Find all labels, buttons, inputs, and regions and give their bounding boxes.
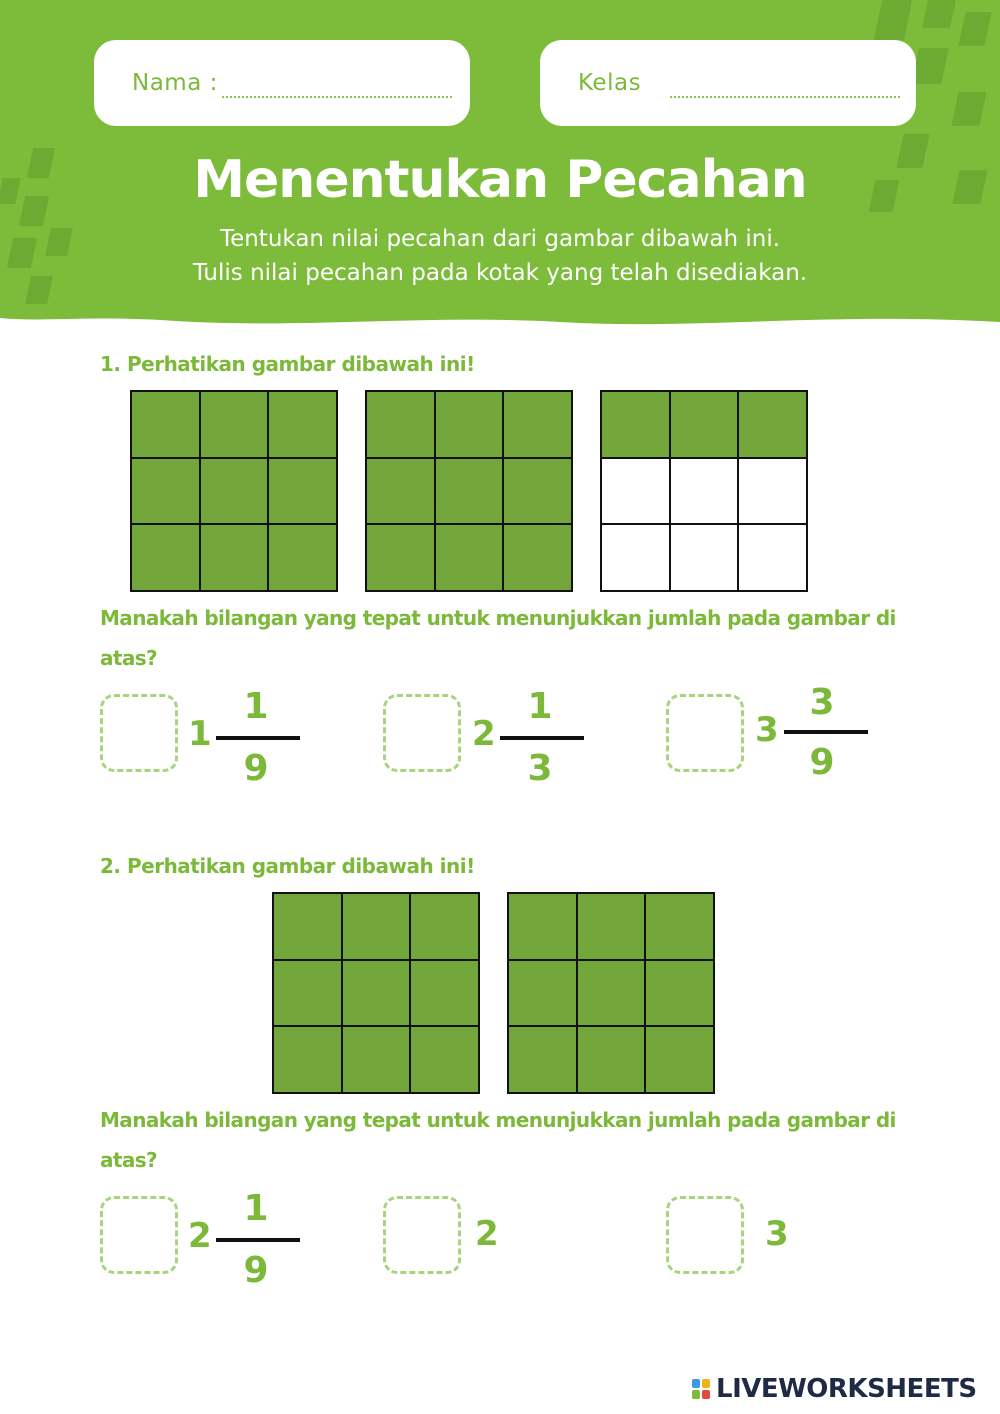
empty-cell bbox=[671, 525, 738, 590]
shaded-cell bbox=[646, 894, 713, 959]
numerator: 3 bbox=[809, 682, 835, 723]
shaded-cell bbox=[509, 961, 576, 1026]
question-1-heading: 1. Perhatikan gambar dibawah ini! bbox=[100, 352, 475, 376]
question-1-prompt: Manakah bilangan yang tepat untuk menunjukkan jumlah pada gambar di atas? bbox=[100, 606, 896, 670]
option-checkbox[interactable] bbox=[383, 1196, 461, 1274]
numerator: 1 bbox=[243, 686, 269, 727]
option-checkbox[interactable] bbox=[383, 694, 461, 772]
numerator: 1 bbox=[243, 1188, 269, 1229]
shaded-cell bbox=[646, 1027, 713, 1092]
subtitle-line-1: Tentukan nilai pecahan dari gambar dibawah ini. bbox=[219, 226, 781, 252]
question-1-grid-2 bbox=[365, 390, 573, 592]
fraction-bar bbox=[216, 736, 300, 740]
shaded-cell bbox=[411, 1027, 478, 1092]
denominator: 9 bbox=[243, 748, 269, 789]
shaded-cell bbox=[504, 459, 571, 524]
name-label: Nama : bbox=[132, 70, 218, 96]
question-1-grid-3 bbox=[600, 390, 808, 592]
shaded-cell bbox=[201, 525, 268, 590]
whole-number: 2 bbox=[475, 1214, 499, 1254]
shaded-cell bbox=[578, 1027, 645, 1092]
shaded-cell bbox=[343, 961, 410, 1026]
shaded-cell bbox=[367, 525, 434, 590]
shaded-cell bbox=[274, 961, 341, 1026]
question-2-grid-2 bbox=[507, 892, 715, 1094]
question-2-prompt: Manakah bilangan yang tepat untuk menunjukkan jumlah pada gambar di atas? bbox=[100, 1108, 896, 1172]
question-2-heading: 2. Perhatikan gambar dibawah ini! bbox=[100, 854, 475, 878]
shaded-cell bbox=[132, 459, 199, 524]
shaded-cell bbox=[436, 392, 503, 457]
shaded-cell bbox=[132, 392, 199, 457]
shaded-cell bbox=[132, 525, 199, 590]
empty-cell bbox=[602, 459, 669, 524]
shaded-cell bbox=[269, 459, 336, 524]
shaded-cell bbox=[411, 894, 478, 959]
shaded-cell bbox=[343, 1027, 410, 1092]
shaded-cell bbox=[646, 961, 713, 1026]
whole-number: 3 bbox=[765, 1214, 789, 1254]
option-checkbox[interactable] bbox=[100, 694, 178, 772]
empty-cell bbox=[602, 525, 669, 590]
subtitle-line-2: Tulis nilai pecahan pada kotak yang telah disediakan. bbox=[192, 260, 808, 286]
shaded-cell bbox=[367, 392, 434, 457]
shaded-cell bbox=[274, 1027, 341, 1092]
shaded-cell bbox=[269, 392, 336, 457]
shaded-cell bbox=[436, 459, 503, 524]
shaded-cell bbox=[671, 392, 738, 457]
shaded-cell bbox=[269, 525, 336, 590]
name-input-line[interactable] bbox=[222, 96, 452, 98]
denominator: 9 bbox=[243, 1250, 269, 1291]
option-checkbox[interactable] bbox=[100, 1196, 178, 1274]
whole-number: 1 bbox=[188, 714, 212, 754]
decor-tile bbox=[922, 0, 956, 28]
shaded-cell bbox=[739, 392, 806, 457]
denominator: 9 bbox=[809, 742, 835, 783]
numerator: 1 bbox=[527, 686, 553, 727]
shaded-cell bbox=[504, 525, 571, 590]
shaded-cell bbox=[343, 894, 410, 959]
name-field-card bbox=[94, 40, 470, 126]
liveworksheets-logo-icon bbox=[692, 1379, 710, 1399]
shaded-cell bbox=[509, 1027, 576, 1092]
shaded-cell bbox=[578, 894, 645, 959]
liveworksheets-logo bbox=[692, 1374, 977, 1404]
empty-cell bbox=[671, 459, 738, 524]
shaded-cell bbox=[504, 392, 571, 457]
option-checkbox[interactable] bbox=[666, 694, 744, 772]
empty-cell bbox=[739, 459, 806, 524]
option-checkbox[interactable] bbox=[666, 1196, 744, 1274]
class-field-card bbox=[540, 40, 916, 126]
whole-number: 3 bbox=[755, 710, 779, 750]
question-2-grid-1 bbox=[272, 892, 480, 1094]
shaded-cell bbox=[201, 392, 268, 457]
fraction-bar bbox=[500, 736, 584, 740]
empty-cell bbox=[739, 525, 806, 590]
page-title: Menentukan Pecahan bbox=[193, 150, 807, 210]
shaded-cell bbox=[201, 459, 268, 524]
shaded-cell bbox=[436, 525, 503, 590]
question-1-grid-1 bbox=[130, 390, 338, 592]
shaded-cell bbox=[411, 961, 478, 1026]
denominator: 3 bbox=[527, 748, 553, 789]
whole-number: 2 bbox=[472, 714, 496, 754]
brand-name: LIVEWORKSHEETS bbox=[716, 1374, 977, 1404]
shaded-cell bbox=[367, 459, 434, 524]
fraction-bar bbox=[216, 1238, 300, 1242]
class-input-line[interactable] bbox=[670, 96, 900, 98]
shaded-cell bbox=[274, 894, 341, 959]
shaded-cell bbox=[602, 392, 669, 457]
whole-number: 2 bbox=[188, 1216, 212, 1256]
class-label: Kelas bbox=[578, 70, 642, 96]
shaded-cell bbox=[509, 894, 576, 959]
fraction-bar bbox=[784, 730, 868, 734]
shaded-cell bbox=[578, 961, 645, 1026]
